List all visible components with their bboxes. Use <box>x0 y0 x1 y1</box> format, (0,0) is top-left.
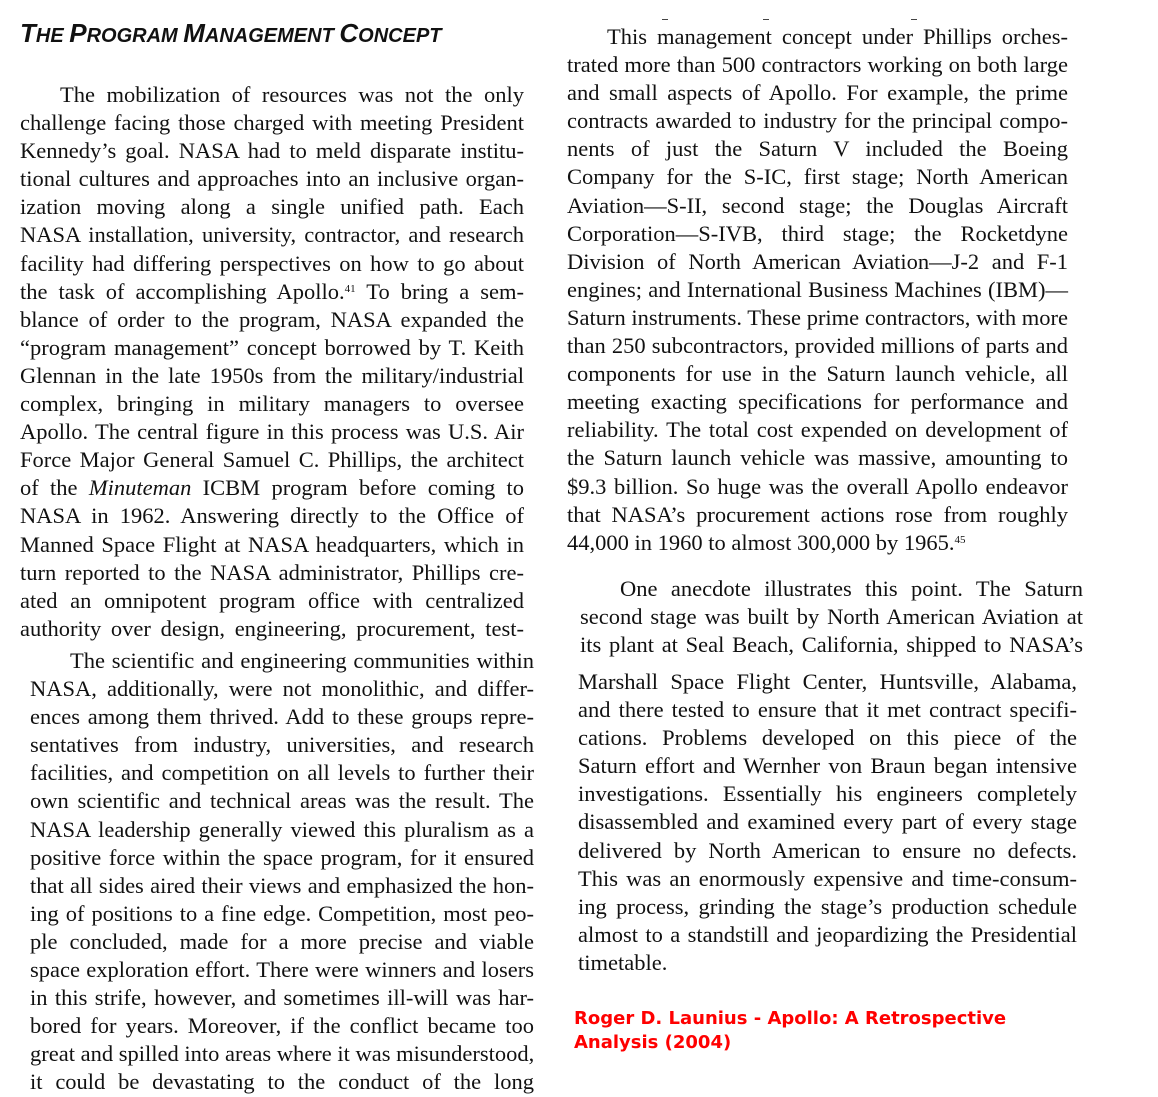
paragraph-line: Aviation—S-II, second stage; the Douglas Aircraft <box>567 192 1068 218</box>
paragraph-line: This was an enormously expensive and time-consum- <box>578 865 1077 891</box>
line-text: ICBM program before coming to <box>191 475 525 501</box>
paragraph-line: second stage was built by North American Aviation at <box>580 604 1083 630</box>
heading-part: T <box>20 18 36 48</box>
paragraph-line: turn reported to the NASA administrator, Phillips cre- <box>20 559 524 585</box>
paragraph-line: timetable. <box>578 949 668 975</box>
heading-part: C <box>339 18 359 48</box>
paragraph-line: trated more than 500 contractors working on both large <box>567 52 1068 78</box>
paragraph-line: Saturn effort and Wernher von Braun began intensive <box>578 753 1077 779</box>
paragraph-line: engines; and International Business Machines (IBM)— <box>567 276 1068 302</box>
paragraph-line: Company for the S-IC, first stage; North American <box>567 164 1068 190</box>
paragraph-line: ing process, grinding the stage’s production schedule <box>578 893 1077 919</box>
left-column-top-block <box>20 81 525 643</box>
paragraph-line: Manned Space Flight at NASA headquarters, which in <box>20 531 524 557</box>
paragraph-line: One anecdote illustrates this point. The Saturn <box>620 576 1083 601</box>
scan-artifact <box>763 19 769 20</box>
paragraph-line: that all sides aired their views and emphasized the hon- <box>30 872 534 898</box>
paragraph-line: components for use in the Saturn launch vehicle, all <box>567 361 1068 387</box>
line-text: 44,000 in 1960 to almost 300,000 by 1965. <box>567 529 955 555</box>
paragraph-line: its plant at Seal Beach, California, shipped to NASA’s <box>580 632 1083 658</box>
line-text: To bring a sem- <box>355 278 524 304</box>
paragraph-line: than 250 subcontractors, provided millions of parts and <box>567 333 1068 359</box>
paragraph-line: The mobilization of resources was not the only <box>60 82 524 107</box>
line-text: of the <box>20 475 89 501</box>
paragraph-line: almost to a standstill and jeopardizing the Presidential <box>578 921 1077 947</box>
paragraph-line: cations. Problems developed on this piece of the <box>578 725 1077 751</box>
heading-part: P <box>69 18 87 48</box>
right-column-bottom-block <box>578 668 1080 983</box>
paragraph-line: facility had differing perspectives on how to go about <box>20 250 524 276</box>
paragraph-line: Saturn instruments. These prime contractors, with more <box>567 304 1068 330</box>
left-column-bottom-block <box>30 647 536 1095</box>
paragraph-line: it could be devastating to the conduct of the long <box>30 1069 534 1095</box>
paragraph-line: Corporation—S-IVB, third stage; the Rocketdyne <box>567 220 1068 246</box>
paragraph-line: “program management” concept borrowed by T. Keith <box>20 334 524 360</box>
paragraph-line: The scientific and engineering communities within <box>70 648 534 673</box>
paragraph-line: NASA, additionally, were not monolithic, and differ- <box>30 676 534 702</box>
paragraph-line: space exploration effort. There were winners and losers <box>30 957 534 983</box>
paragraph-line: tional cultures and approaches into an inclusive organ- <box>20 166 524 192</box>
paragraph-line <box>20 474 524 502</box>
footnote-ref: 45 <box>954 533 966 546</box>
paragraph-line <box>567 529 1068 557</box>
paragraph-line: and there tested to ensure that it met contract specifi- <box>578 697 1077 723</box>
paragraph-line: great and spilled into areas where it was misunderstood, <box>30 1041 535 1067</box>
heading-part: ANAGEMENT <box>204 25 340 47</box>
paragraph-line: ated an omnipotent program office with centralized <box>20 587 524 613</box>
scan-artifact <box>662 19 668 20</box>
right-column-middle-block <box>580 575 1086 663</box>
paragraph-line: Marshall Space Flight Center, Huntsville, Alabama, <box>578 669 1077 694</box>
paragraph-line: disassembled and examined every part of every stage <box>578 809 1077 835</box>
paragraph-line: challenge facing those charged with meeting President <box>20 110 524 136</box>
paragraph-line: bored for years. Moreover, if the conflict became too <box>30 1013 534 1039</box>
paragraph-line: This management concept under Phillips orches- <box>607 24 1068 49</box>
paragraph-line: NASA leadership generally viewed this pluralism as a <box>30 816 534 842</box>
paragraph-line: delivered by North American to ensure no defects. <box>578 837 1077 863</box>
paragraph-line: authority over design, engineering, procurement, test- <box>20 615 524 641</box>
paragraph-line: sentatives from industry, universities, and research <box>30 732 534 758</box>
paragraph-line: and small aspects of Apollo. For example, the prime <box>567 80 1068 106</box>
paragraph-line: complex, bringing in military managers to oversee <box>20 391 524 417</box>
scan-artifact <box>911 19 917 20</box>
paragraph-line: positive force within the space program, for it ensured <box>30 844 534 870</box>
paragraph-line: contracts awarded to industry for the principal compo- <box>567 108 1068 134</box>
heading-part: ONCEPT <box>358 25 442 47</box>
heading-part: HE <box>35 25 70 47</box>
paragraph-line: nents of just the Saturn V included the Boeing <box>567 136 1068 162</box>
source-citation: Roger D. Launius - Apollo: A Retrospective Analysis (2004) <box>574 1008 1007 1053</box>
right-column-top-block <box>567 23 1070 558</box>
paragraph-line: ple concluded, made for a more precise and viable <box>30 928 534 954</box>
paragraph-line: Kennedy’s goal. NASA had to meld disparate institu- <box>20 138 524 164</box>
paragraph-line: NASA installation, university, contractor, and research <box>20 222 524 248</box>
paragraph-line: Division of North American Aviation—J-2 and F-1 <box>567 248 1068 274</box>
paragraph-line: $9.3 billion. So huge was the overall Apollo endeavor <box>567 473 1068 499</box>
paragraph-line: facilities, and competition on all levels to further their <box>30 760 534 786</box>
paragraph-line: blance of order to the program, NASA expanded the <box>20 306 524 332</box>
paragraph-line: ences among them thrived. Add to these groups repre- <box>30 704 534 730</box>
italic-term: Minuteman <box>88 475 192 501</box>
paragraph-line: investigations. Essentially his engineers completely <box>578 781 1077 807</box>
heading-part: M <box>183 18 205 48</box>
paragraph-line: own scientific and technical areas was the result. The <box>30 788 534 814</box>
paragraph-line: ing of positions to a fine edge. Competition, most peo- <box>30 900 534 926</box>
paragraph-line: Force Major General Samuel C. Phillips, the architect <box>20 447 524 473</box>
paragraph-line: Apollo. The central figure in this process was U.S. Air <box>20 419 524 445</box>
paragraph-line <box>20 278 524 306</box>
paragraph-line: reliability. The total cost expended on development of <box>567 417 1068 443</box>
section-heading <box>20 18 442 49</box>
paragraph-line: ization moving along a single unified path. Each <box>20 194 524 220</box>
paragraph-line: in this strife, however, and sometimes ill-will was har- <box>30 985 534 1011</box>
paragraph-line: the Saturn launch vehicle was massive, amounting to <box>567 445 1068 471</box>
paragraph-line: that NASA’s procurement actions rose from roughly <box>567 501 1068 527</box>
paragraph-line: NASA in 1962. Answering directly to the Office of <box>20 503 524 529</box>
paragraph-line: Glennan in the late 1950s from the military/industrial <box>20 362 524 388</box>
paragraph-line: meeting exacting specifications for performance and <box>567 389 1068 415</box>
line-text: the task of accomplishing Apollo. <box>20 278 345 304</box>
heading-part: ROGRAM <box>86 25 184 47</box>
footnote-ref: 41 <box>344 282 356 295</box>
